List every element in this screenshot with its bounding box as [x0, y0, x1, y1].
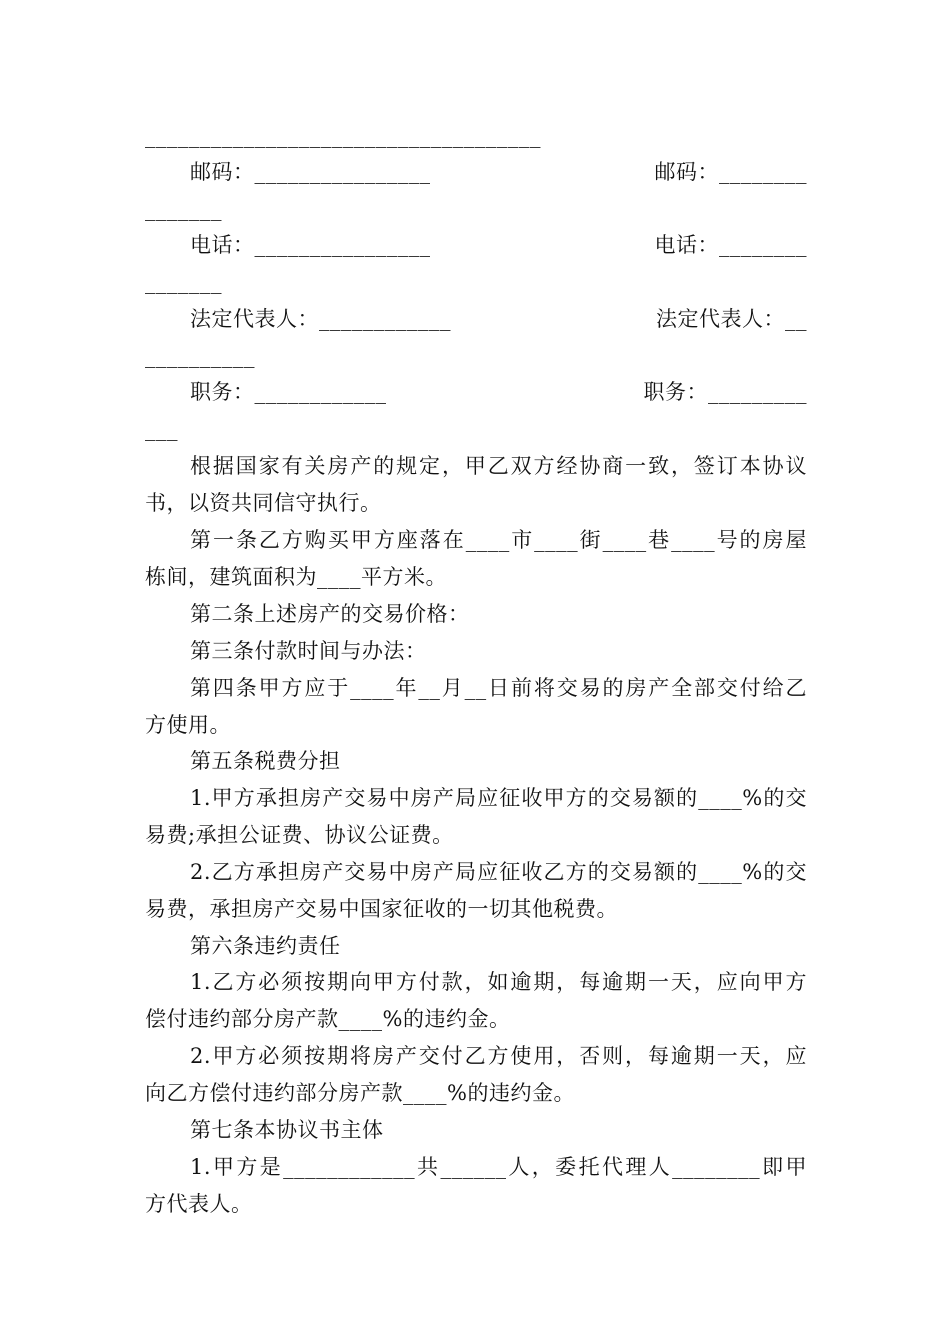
- phone-continuation: _______: [145, 270, 222, 294]
- position-continuation: ___: [145, 417, 178, 441]
- article-7-item-1-line-1: 1.甲方是____________共______人，委托代理人________即甲: [190, 1155, 807, 1179]
- article-6-item-1-line-2: 偿付违约部分房产款____%的违约金。: [145, 1007, 511, 1031]
- article-6-item-1-line-1: 1.乙方必须按期向甲方付款，如逾期，每逾期一天，应向甲方: [190, 970, 807, 994]
- postcode-left: 邮码：________________: [190, 160, 431, 184]
- article-6-item-2-line-1: 2.甲方必须按期将房产交付乙方使用，否则，每逾期一天，应: [190, 1044, 807, 1068]
- postcode-right: 邮码：________: [654, 160, 807, 184]
- article-2: 第二条上述房产的交易价格：: [190, 602, 470, 626]
- article-6-heading: 第六条违约责任: [190, 934, 341, 958]
- article-3: 第三条付款时间与办法：: [190, 639, 427, 663]
- article-5-heading: 第五条税费分担: [190, 749, 341, 773]
- article-5-item-2-line-1: 2.乙方承担房产交易中房产局应征收乙方的交易额的____%的交: [190, 860, 807, 884]
- article-5-item-2-line-2: 易费，承担房产交易中国家征收的一切其他税费。: [145, 897, 618, 921]
- position-row: [145, 378, 807, 406]
- preamble-line-1: 根据国家有关房产的规定，甲乙双方经协商一致，签订本协议: [190, 454, 807, 478]
- legal-rep-left: 法定代表人：____________: [190, 307, 451, 331]
- article-5-item-1-line-1: 1.甲方承担房产交易中房产局应征收甲方的交易额的____%的交: [190, 786, 807, 810]
- postcode-row: [145, 158, 807, 186]
- postcode-continuation: _______: [145, 197, 222, 221]
- phone-left: 电话：________________: [190, 233, 431, 257]
- phone-right: 电话：________: [654, 233, 807, 257]
- legal-rep-row: [145, 305, 807, 333]
- position-right: 职务：_________: [643, 380, 807, 404]
- preamble-line-2: 书，以资共同信守执行。: [145, 491, 382, 515]
- article-4-line-2: 方使用。: [145, 713, 231, 737]
- article-4-line-1: 第四条甲方应于____年__月__日前将交易的房产全部交付给乙: [190, 676, 807, 700]
- legal-rep-continuation: __________: [145, 344, 255, 368]
- phone-row: [145, 231, 807, 259]
- article-6-item-2-line-2: 向乙方偿付违约部分房产款____%的违约金。: [145, 1081, 575, 1105]
- article-7-heading: 第七条本协议书主体: [190, 1118, 384, 1142]
- legal-rep-right: 法定代表人：__: [656, 307, 807, 331]
- article-7-item-1-line-2: 方代表人。: [145, 1192, 253, 1216]
- position-left: 职务：____________: [190, 380, 387, 404]
- article-5-item-1-line-2: 易费;承担公证费、协议公证费。: [145, 823, 454, 847]
- top-blank-line: ____________________________________: [145, 124, 541, 148]
- article-1-line-1: 第一条乙方购买甲方座落在____市____街____巷____号的房屋: [190, 528, 807, 552]
- article-1-line-2: 栋间，建筑面积为____平方米。: [145, 565, 447, 589]
